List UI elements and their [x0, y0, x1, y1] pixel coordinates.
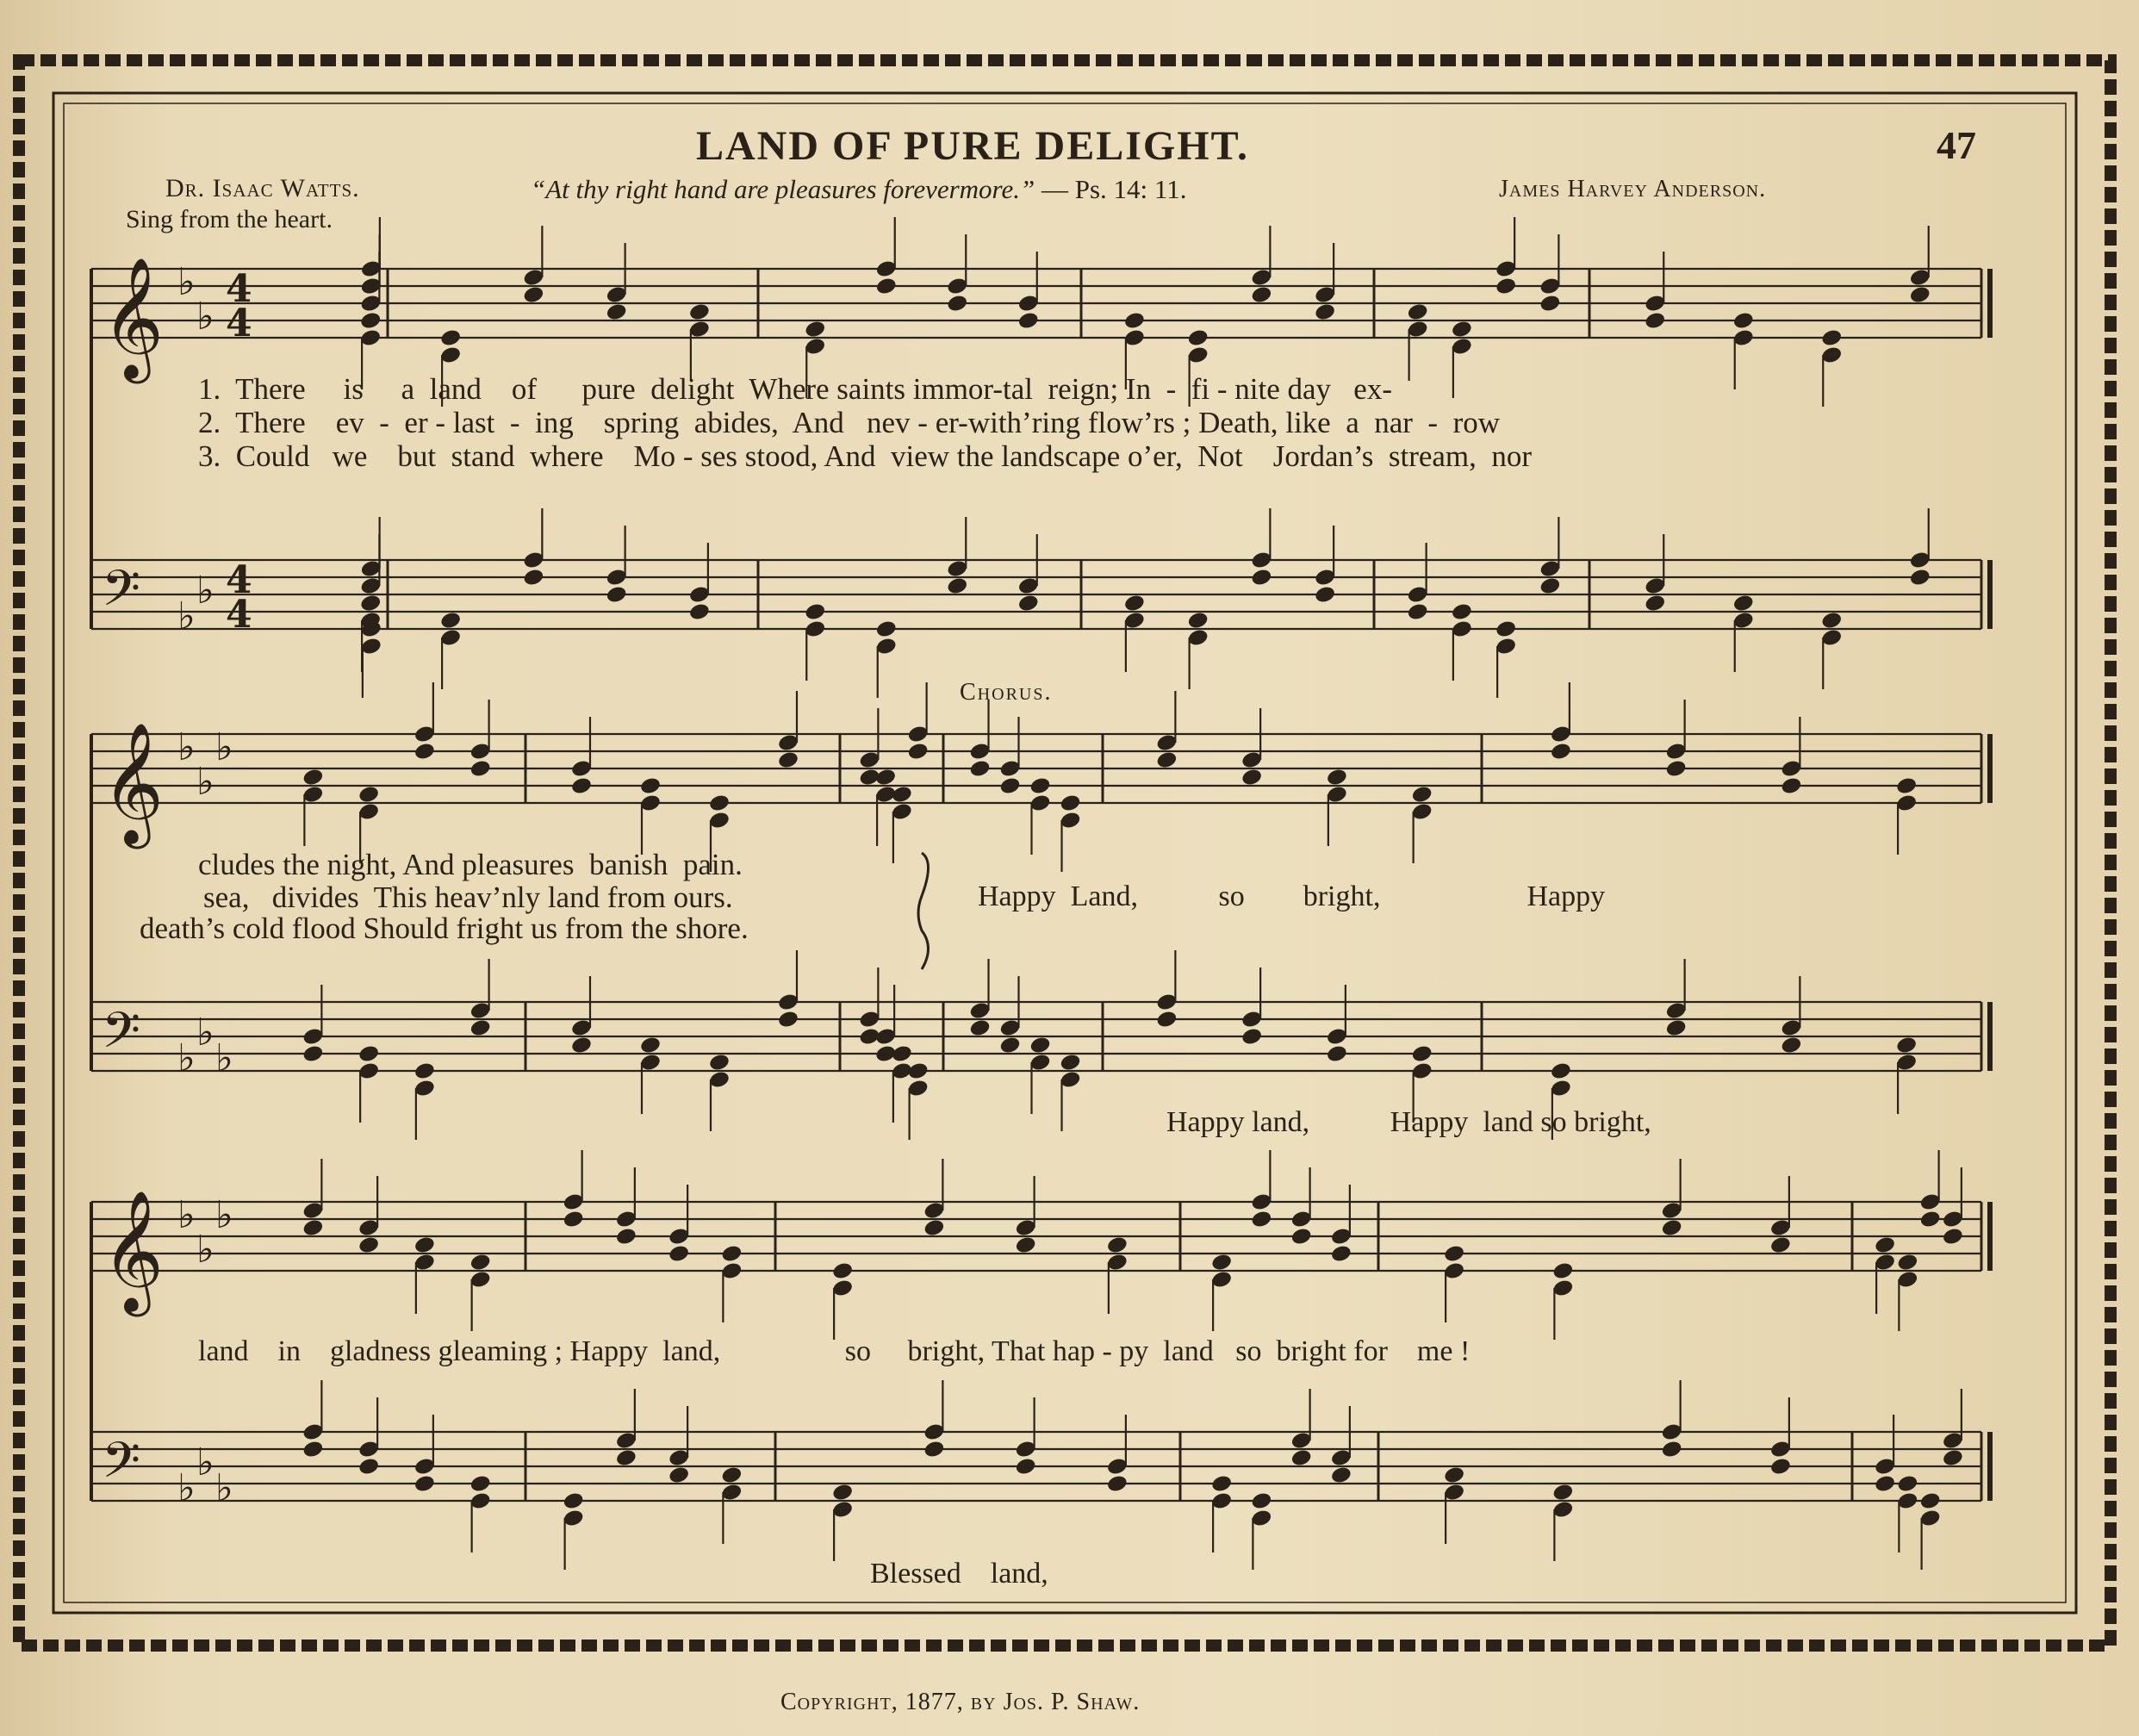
- notehead: [1451, 320, 1473, 339]
- notehead: [570, 1036, 593, 1055]
- notehead: [1326, 768, 1348, 787]
- verse-brace: [918, 853, 929, 969]
- notehead: [708, 793, 731, 813]
- verse-3-line-1: 3. Could we but stand where Mo - ses stood, And view the landscape o’er, Not Jordan’s stream, nor: [198, 439, 1533, 473]
- notehead: [639, 776, 662, 796]
- flat-sign: ♭: [196, 760, 215, 804]
- notehead: [968, 759, 991, 779]
- notehead: [358, 1044, 380, 1064]
- notehead: [1250, 285, 1272, 305]
- notehead: [1874, 1235, 1896, 1255]
- notehead: [606, 585, 628, 605]
- notehead: [688, 302, 711, 322]
- composer-credit: James Harvey Anderson.: [1499, 176, 1767, 202]
- epigraph-reference: — Ps. 14: 11.: [1035, 174, 1187, 204]
- notehead: [907, 1061, 930, 1081]
- notehead: [563, 1210, 585, 1229]
- bass-clef: 𝄢: [102, 1431, 141, 1502]
- verse-1-line-2: cludes the night, And pleasures banish pain.: [198, 848, 743, 881]
- notehead: [413, 1474, 436, 1494]
- notehead: [1250, 1210, 1272, 1229]
- bass-clef: 𝄢: [102, 559, 141, 630]
- notehead: [1187, 611, 1209, 631]
- notehead: [1290, 1448, 1313, 1468]
- notehead: [1015, 1457, 1037, 1477]
- notehead: [1029, 776, 1051, 796]
- flat-sign: ♭: [177, 594, 196, 638]
- notehead: [1411, 1044, 1433, 1064]
- notehead: [1732, 594, 1755, 613]
- chorus-line-1-bass: Happy land, Happy land so bright,: [1166, 1106, 1651, 1138]
- notehead: [1155, 750, 1178, 770]
- notehead: [668, 1244, 690, 1264]
- notehead: [413, 742, 436, 762]
- notehead: [1017, 311, 1040, 331]
- notehead: [563, 1491, 585, 1511]
- flat-sign: ♭: [196, 1011, 215, 1055]
- notehead: [668, 1465, 690, 1485]
- notehead: [639, 1036, 662, 1055]
- time-signature-digit: 4: [226, 267, 252, 311]
- bass-clef: 𝄢: [102, 1001, 141, 1072]
- notehead: [1451, 602, 1473, 622]
- notehead: [1665, 1018, 1688, 1038]
- notehead: [720, 1465, 743, 1485]
- notehead: [777, 750, 799, 770]
- notehead: [1919, 1210, 1942, 1229]
- notehead: [1909, 568, 1931, 588]
- notehead: [1895, 1036, 1918, 1055]
- notehead: [615, 1448, 637, 1468]
- notehead: [1942, 1227, 1964, 1247]
- chorus-line-2-treble: land in gladness gleaming ; Happy land, so bright, That hap - py land so bright for me !: [198, 1335, 1471, 1367]
- notehead: [1495, 277, 1517, 296]
- notehead: [1411, 785, 1433, 805]
- notehead: [439, 328, 462, 348]
- flat-sign: ♭: [177, 1036, 196, 1080]
- notehead: [1780, 1036, 1802, 1055]
- notehead: [469, 1018, 492, 1038]
- hymn-title: LAND OF PURE DELIGHT.: [696, 123, 1250, 169]
- flat-sign: ♭: [177, 1466, 196, 1510]
- copyright-text: Copyright, 1877, by: [780, 1689, 1004, 1715]
- flat-sign: ♭: [215, 1036, 233, 1080]
- treble-clef: 𝄞: [102, 256, 165, 378]
- notehead: [358, 785, 380, 805]
- notehead: [720, 1244, 743, 1264]
- verse-1-line-1: 1. There is a land of pure delight Where saints immor-tal reign; In - fi - nite day ex-: [198, 372, 1392, 406]
- treble-clef: 𝄞: [102, 1189, 165, 1311]
- notehead: [1539, 576, 1561, 596]
- notehead: [1550, 742, 1572, 762]
- notehead: [439, 611, 462, 631]
- notehead: [1942, 1448, 1964, 1468]
- notehead: [1769, 1235, 1792, 1255]
- performance-instruction: Sing from the heart.: [126, 205, 333, 233]
- notehead: [946, 576, 968, 596]
- notehead: [1106, 1474, 1129, 1494]
- notehead: [1029, 1036, 1051, 1055]
- notehead: [777, 1010, 799, 1030]
- notehead: [358, 1235, 380, 1255]
- notehead: [1106, 1235, 1129, 1255]
- notehead: [946, 294, 968, 314]
- notehead: [923, 1218, 945, 1238]
- notehead: [831, 1261, 854, 1281]
- notehead: [1059, 793, 1081, 813]
- notehead: [1059, 1053, 1081, 1073]
- notehead: [891, 1044, 913, 1064]
- flat-sign: ♭: [196, 295, 215, 339]
- epigraph-quote: “At thy right hand are pleasures forevermore.”: [531, 174, 1035, 204]
- notehead: [302, 1440, 324, 1459]
- treble-clef: 𝄞: [102, 721, 165, 843]
- flat-sign: ♭: [215, 1466, 233, 1510]
- notehead: [606, 302, 628, 322]
- notehead: [1210, 1253, 1233, 1272]
- notehead: [1250, 568, 1272, 588]
- notehead: [1017, 594, 1040, 613]
- notehead: [570, 776, 593, 796]
- notehead: [1123, 311, 1146, 331]
- notehead: [1290, 1227, 1313, 1247]
- notehead: [302, 1218, 324, 1238]
- verse-2-line-1: 2. There ev - er - last - ing spring abides, And nev - er-with’ring flow’rs ; Death, like a nar - row: [198, 406, 1501, 439]
- notehead: [359, 594, 382, 613]
- notehead: [522, 285, 544, 305]
- verse-3-line-2: death’s cold flood Should fright us from the shore.: [140, 912, 749, 945]
- notehead: [1240, 768, 1263, 787]
- notehead: [1909, 285, 1931, 305]
- scripture-epigraph: [531, 176, 1187, 202]
- notehead: [1015, 1235, 1037, 1255]
- notehead: [1330, 1244, 1352, 1264]
- notehead: [804, 320, 826, 339]
- notehead: [1314, 302, 1336, 322]
- notehead: [875, 277, 898, 296]
- notehead: [891, 785, 913, 805]
- notehead: [1495, 619, 1517, 639]
- notehead: [1240, 1027, 1263, 1047]
- notehead: [413, 1061, 436, 1081]
- notehead: [831, 1483, 854, 1503]
- notehead: [1326, 1044, 1348, 1064]
- publisher-name: Jos. P. Shaw.: [1003, 1689, 1141, 1715]
- notehead: [708, 1053, 731, 1073]
- notehead: [1661, 1440, 1683, 1459]
- notehead: [1874, 1474, 1896, 1494]
- notehead: [998, 776, 1021, 796]
- flat-sign: ♭: [215, 725, 233, 769]
- notehead: [413, 1235, 436, 1255]
- notehead: [1895, 776, 1918, 796]
- flat-sign: ♭: [177, 725, 196, 769]
- notehead: [1820, 611, 1843, 631]
- flat-sign: ♭: [196, 569, 215, 613]
- notehead: [1187, 328, 1209, 348]
- notehead: [874, 768, 897, 787]
- notehead: [469, 1474, 492, 1494]
- flat-sign: ♭: [196, 1440, 215, 1484]
- flat-sign: ♭: [177, 1193, 196, 1237]
- notehead: [1443, 1244, 1465, 1264]
- notehead: [1732, 311, 1755, 331]
- notehead: [1539, 294, 1561, 314]
- notehead: [469, 759, 492, 779]
- notehead: [1155, 1010, 1178, 1030]
- time-signature-digit: 4: [226, 558, 252, 602]
- notehead: [998, 1036, 1021, 1055]
- flat-sign: ♭: [196, 1228, 215, 1272]
- notehead: [923, 1440, 945, 1459]
- notehead: [1661, 1218, 1683, 1238]
- chorus-line-2-bass: Blessed land,: [870, 1558, 1048, 1590]
- notehead: [1443, 1465, 1465, 1485]
- notehead: [1551, 1483, 1574, 1503]
- notehead: [1314, 585, 1336, 605]
- notehead: [1123, 594, 1146, 613]
- chorus-line-1-treble: Happy Land, so bright, Happy: [978, 880, 1606, 912]
- notehead: [688, 602, 711, 622]
- notehead: [358, 1457, 380, 1477]
- notehead: [1665, 759, 1688, 779]
- notehead: [1250, 1491, 1272, 1511]
- notehead: [1896, 1474, 1918, 1494]
- notehead: [1644, 594, 1666, 613]
- flat-sign: ♭: [215, 1193, 233, 1237]
- notehead: [1820, 328, 1843, 348]
- notehead: [1896, 1253, 1918, 1272]
- notehead: [1780, 776, 1802, 796]
- notehead: [1330, 1465, 1352, 1485]
- notehead: [907, 742, 930, 762]
- flat-sign: ♭: [177, 260, 196, 304]
- verse-2-line-2: sea, divides This heav’nly land from ours.: [203, 880, 733, 914]
- notehead: [1551, 1261, 1574, 1281]
- notehead: [1407, 602, 1429, 622]
- notehead: [522, 568, 544, 588]
- notehead: [1210, 1474, 1233, 1494]
- chorus-label: Chorus.: [960, 679, 1053, 706]
- notehead: [875, 619, 898, 639]
- notehead: [1644, 311, 1666, 331]
- notehead: [968, 1018, 991, 1038]
- time-signature-digit: 4: [226, 302, 252, 345]
- notehead: [469, 1253, 492, 1272]
- notehead: [1550, 1061, 1572, 1081]
- notehead: [804, 602, 826, 622]
- notehead: [1407, 302, 1429, 322]
- page-number: 47: [1937, 123, 1976, 167]
- notehead: [302, 768, 324, 787]
- author-credit: Dr. Isaac Watts.: [165, 174, 360, 202]
- notehead: [302, 1044, 324, 1064]
- copyright-notice: [780, 1690, 1140, 1714]
- notehead: [359, 311, 382, 331]
- notehead: [1769, 1457, 1792, 1477]
- time-signature-digit: 4: [226, 593, 252, 637]
- notehead: [615, 1227, 637, 1247]
- notehead: [1919, 1491, 1942, 1511]
